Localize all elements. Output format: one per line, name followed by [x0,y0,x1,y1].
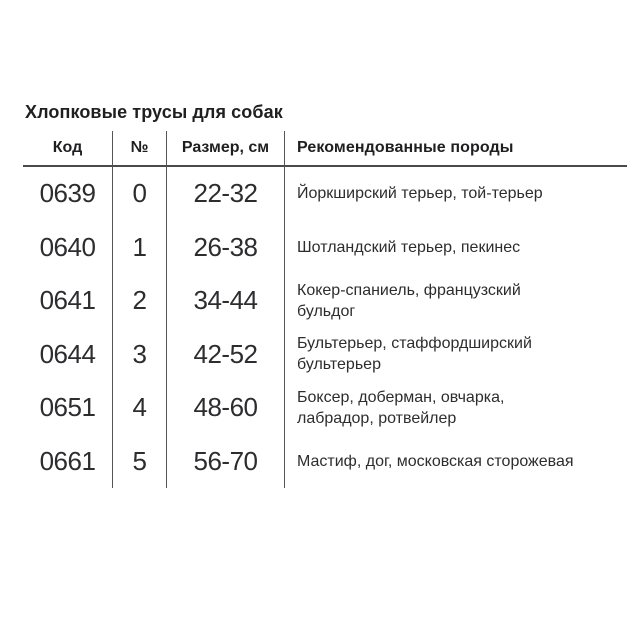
size-cell: 26-38 [167,221,285,275]
breeds-text-line: Кокер-спаниель, французский [297,281,521,299]
size-cell: 48-60 [167,381,285,435]
number-cell: 5 [113,435,167,489]
size-cell: 56-70 [167,435,285,489]
code-cell: 0640 [23,221,113,275]
code-cell: 0641 [23,274,113,328]
breeds-cell [285,167,627,221]
breeds-text-line: бультерьер [297,356,381,374]
table-row [23,167,627,221]
number-cell: 2 [113,274,167,328]
column-header-breeds: Рекомендованные породы [285,131,627,167]
size-cell: 22-32 [167,167,285,221]
dog-pants-size-table [23,131,627,488]
code-cell: 0661 [23,435,113,489]
breeds-text-line: Мастиф, дог, московская сторожевая [297,452,574,470]
column-header-size: Размер, см [167,131,285,167]
breeds-cell [285,328,627,382]
code-cell: 0644 [23,328,113,382]
breeds-cell [285,435,627,489]
table-header-row [23,131,627,167]
breeds-cell [285,221,627,275]
page-title: Хлопковые трусы для собак [25,102,283,122]
size-cell: 34-44 [167,274,285,328]
number-cell: 0 [113,167,167,221]
breeds-cell [285,381,627,435]
code-cell: 0639 [23,167,113,221]
number-cell: 3 [113,328,167,382]
number-cell: 1 [113,221,167,275]
table-row [23,274,627,328]
column-header-number: № [113,131,167,167]
number-cell: 4 [113,381,167,435]
code-cell: 0651 [23,381,113,435]
table-row [23,221,627,275]
table-row [23,435,627,489]
breeds-text-line: лабрадор, ротвейлер [297,409,457,427]
breeds-text-line: Йоркширский терьер, той-терьер [297,185,543,203]
size-cell: 42-52 [167,328,285,382]
breeds-text-line: бульдог [297,302,356,320]
table-row [23,328,627,382]
breeds-text-line: Шотландский терьер, пекинес [297,238,521,256]
column-header-code: Код [23,131,113,167]
breeds-cell [285,274,627,328]
breeds-text-line: Боксер, доберман, овчарка, [297,388,505,406]
breeds-text-line: Бультерьер, стаффордширский [297,335,532,353]
table-row [23,381,627,435]
